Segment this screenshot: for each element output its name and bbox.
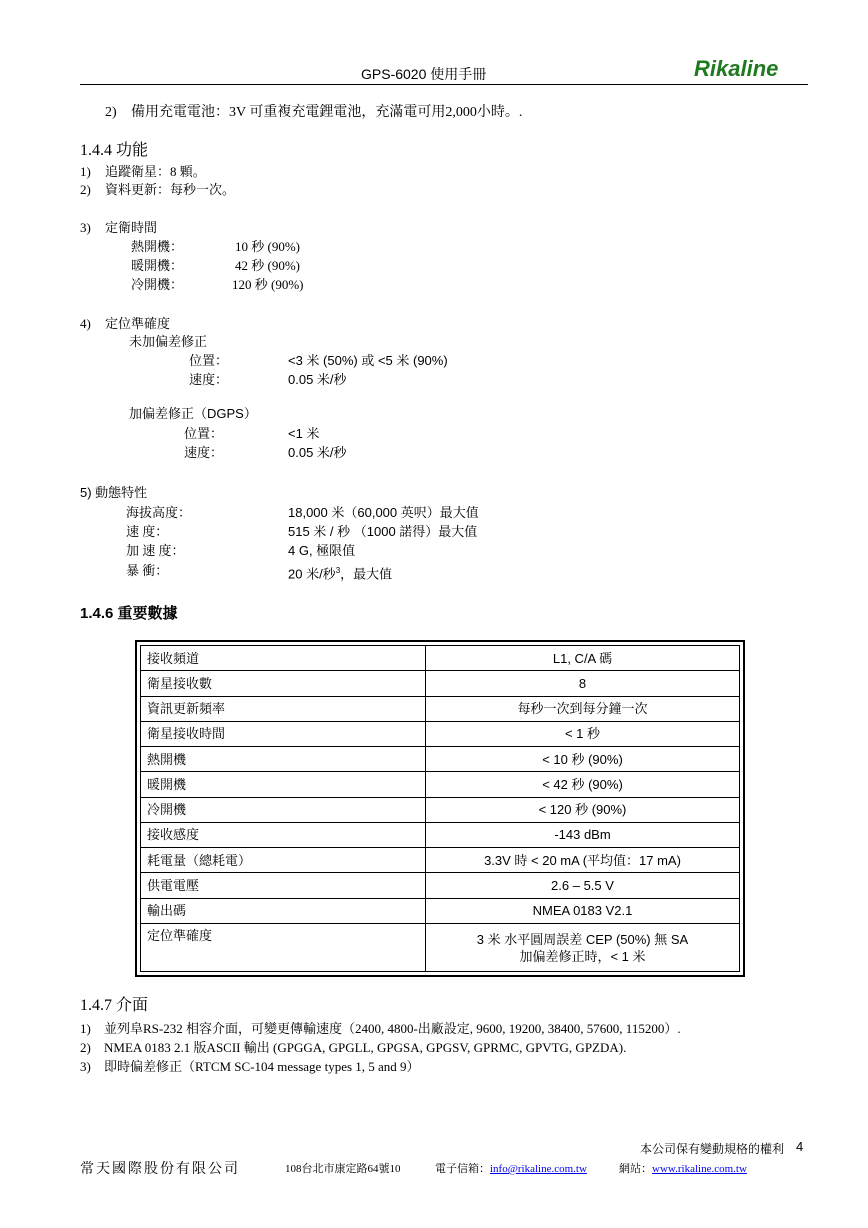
- table-cell-value: [426, 924, 740, 972]
- accuracy-label: 位置：: [184, 426, 224, 441]
- jerk-value: 20 米/秒: [288, 566, 336, 582]
- accuracy-line-2: 加偏差修正時，< 1 米: [519, 948, 646, 964]
- table-row: [141, 822, 740, 847]
- table-cell-key: 衛星接收數: [141, 671, 426, 696]
- table-row: [141, 797, 740, 822]
- table-cell-value: < 1 秒: [426, 721, 740, 746]
- interface-item-text: NMEA 0183 2.1 版ASCII 輸出 (GPGGA, GPGLL, GPGSA, GPGSV, GPRMC, GPVTG, GPZDA).: [104, 1040, 627, 1055]
- table-cell-value: 每秒一次到每分鐘一次: [426, 696, 740, 721]
- battery-item-text: 備用充電電池：3V 可重複充電鋰電池，充滿電可用2,000小時。.: [131, 105, 523, 120]
- email-label: 電子信箱：: [435, 1163, 490, 1175]
- interface-item-text: 即時偏差修正（RTCM SC-104 message types 1, 5 and 9）: [104, 1059, 420, 1074]
- web-label: 網站：: [619, 1163, 652, 1175]
- footer-email-block: [435, 1160, 587, 1176]
- accuracy-subtitle: 加偏差修正（DGPS）: [129, 406, 257, 421]
- table-cell-value: L1, C/A 碼: [426, 646, 740, 671]
- rikaline-logo: Rikaline: [694, 56, 779, 81]
- dynamics-value: 4 G, 極限值: [288, 543, 356, 558]
- dynamics-value: 18,000 米（60,000 英呎）最大值: [288, 505, 479, 520]
- table-cell-key: 接收頻道: [141, 646, 426, 671]
- table-row: [141, 646, 740, 671]
- website-link[interactable]: www.rikaline.com.tw: [652, 1163, 747, 1175]
- table-row: [141, 721, 740, 746]
- accuracy-title: 定位準確度: [105, 316, 171, 331]
- table-cell-value: 8: [426, 671, 740, 696]
- header-title: GPS-6020 使用手冊: [361, 66, 487, 82]
- dynamics-label: 海拔高度：: [126, 505, 192, 520]
- table-row: [141, 747, 740, 772]
- table-row: [141, 873, 740, 898]
- ttff-label: 冷開機：: [131, 277, 184, 292]
- table-row: [141, 671, 740, 696]
- list-number: 2): [80, 1040, 91, 1055]
- table-row: [141, 924, 740, 972]
- table-cell-value: -143 dBm: [426, 822, 740, 847]
- list-number: 3): [80, 220, 91, 235]
- tracking-satellites-text: 追蹤衛星：8 顆。: [105, 164, 206, 179]
- table-cell-value: 2.6 – 5.5 V: [426, 873, 740, 898]
- accuracy-value: 0.05 米/秒: [288, 445, 347, 460]
- ttff-label: 暖開機：: [131, 258, 184, 273]
- list-number: 3): [80, 1059, 91, 1074]
- footer-address: 108台北市康定路64號10: [285, 1163, 401, 1175]
- data-update-text: 資料更新：每秒一次。: [105, 182, 236, 197]
- dynamics-value: [288, 562, 392, 582]
- accuracy-label: 位置：: [189, 353, 229, 368]
- table-cell-key: 耗電量（總耗電）: [141, 848, 426, 873]
- footer-rights: 本公司保有變動規格的權利: [640, 1142, 785, 1156]
- dynamics-label: 暴 衝：: [126, 563, 169, 578]
- list-number: 2): [80, 182, 91, 197]
- section-heading-functions: 1.4.4 功能: [80, 142, 149, 159]
- ttff-label: 熱開機：: [131, 239, 184, 254]
- table-row: [141, 848, 740, 873]
- table-cell-key: 接收感度: [141, 822, 426, 847]
- dynamics-value: 515 米 / 秒 （1000 諾得）最大值: [288, 524, 478, 539]
- table-cell-key: 暖開機: [141, 772, 426, 797]
- table-row: [141, 772, 740, 797]
- dynamics-label: 加 速 度：: [126, 543, 185, 558]
- email-link[interactable]: info@rikaline.com.tw: [490, 1163, 587, 1175]
- table-cell-value: < 42 秒 (90%): [426, 772, 740, 797]
- superscript: 3: [335, 566, 341, 575]
- ttff-title: 定衛時間: [105, 220, 158, 235]
- section-heading-specs: 1.4.6 重要數據: [80, 605, 178, 622]
- accuracy-line-1: 3 米 水平圓周誤差 CEP (50%) 無 SA: [476, 931, 689, 947]
- accuracy-label: 速度：: [184, 445, 224, 460]
- table-cell-key: 衛星接收時間: [141, 721, 426, 746]
- table-cell-key: 冷開機: [141, 797, 426, 822]
- table-cell-key: 資訊更新頻率: [141, 696, 426, 721]
- table-cell-value: 3.3V 時 < 20 mA (平均值：17 mA): [426, 848, 740, 873]
- table-cell-key: 輸出碼: [141, 898, 426, 923]
- ttff-value: 42 秒 (90%): [235, 258, 300, 273]
- accuracy-subtitle: 未加偏差修正: [129, 334, 208, 349]
- accuracy-value: 0.05 米/秒: [288, 372, 347, 387]
- list-number: 1): [80, 164, 91, 179]
- header-divider: [80, 84, 808, 85]
- section-heading-interface: 1.4.7 介面: [80, 997, 149, 1014]
- table-cell-key: 供電電壓: [141, 873, 426, 898]
- table-cell-value: < 120 秒 (90%): [426, 797, 740, 822]
- list-number: 1): [80, 1021, 91, 1036]
- table-cell-key: 熱開機: [141, 747, 426, 772]
- dynamics-label: 速 度：: [126, 524, 169, 539]
- footer-web-block: [619, 1160, 747, 1176]
- accuracy-value: <3 米 (50%) 或 <5 米 (90%): [288, 353, 448, 368]
- table-row: [141, 898, 740, 923]
- list-number: 2): [105, 105, 117, 120]
- dynamics-title: 5) 動態特性: [80, 485, 148, 500]
- ttff-value: 10 秒 (90%): [235, 239, 300, 254]
- accuracy-value: <1 米: [288, 426, 320, 441]
- specs-table: [135, 640, 745, 977]
- table-cell-value: NMEA 0183 V2.1: [426, 898, 740, 923]
- ttff-value: 120 秒 (90%): [232, 277, 304, 292]
- page-number: 4: [796, 1139, 804, 1154]
- table-cell-value: < 10 秒 (90%): [426, 747, 740, 772]
- table-row: [141, 696, 740, 721]
- accuracy-label: 速度：: [189, 372, 229, 387]
- footer-company: 常天國際股份有限公司: [80, 1162, 240, 1177]
- interface-item-text: 並列阜RS-232 相容介面，可變更傳輸速度（2400, 4800-出廠設定, 9600, 19200, 38400, 57600, 115200）.: [104, 1021, 681, 1036]
- list-number: 4): [80, 316, 91, 331]
- jerk-suffix: ，最大值: [340, 566, 393, 582]
- table-cell-key: 定位準確度: [141, 924, 426, 972]
